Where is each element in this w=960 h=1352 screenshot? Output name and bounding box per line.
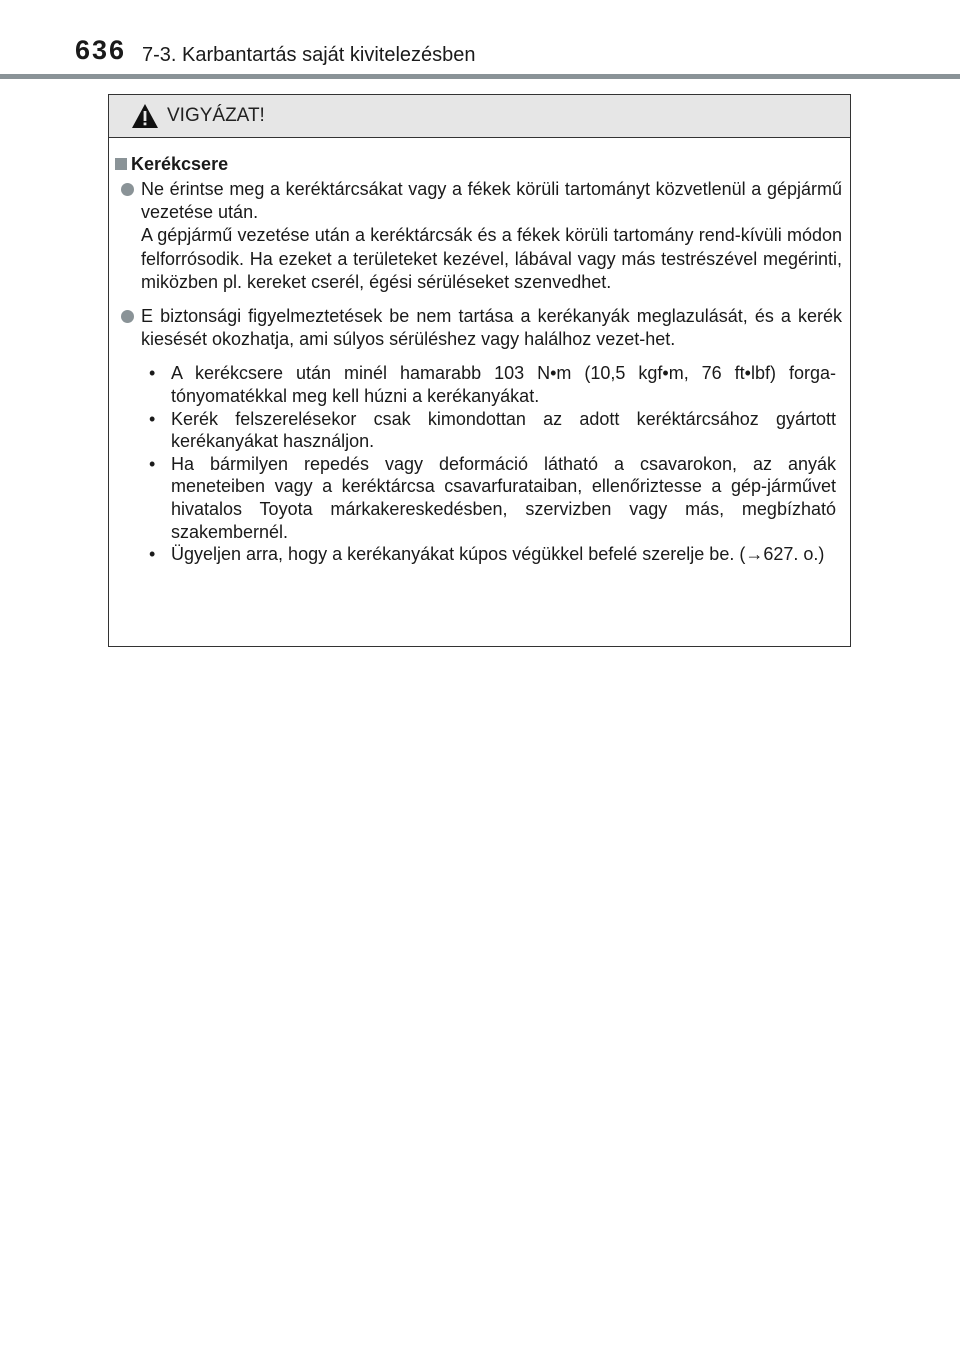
dot-bullet-icon: •: [149, 453, 156, 474]
sub-item-list: [109, 362, 850, 565]
circle-bullet-icon: [121, 183, 134, 196]
page-header: [0, 0, 960, 80]
square-bullet-icon: [115, 158, 127, 170]
warning-title: VIGYÁZAT!: [167, 105, 265, 126]
warning-item: [109, 305, 850, 351]
sub-item: • Kerék felszerelésekor csak kimondottan az adott keréktárcsához gyártott kerékanyákat használjon.: [149, 408, 836, 452]
sub-item: • Ha bármilyen repedés vagy deformáció látható a csavarokon, az anyák meneteiben vagy a keréktárcsa csavarfurataiban, ellenőriztesse a gép-járművet hivatalos Toyota márkakereskedésben, szervizben vagy más, megbízható szakembernél.: [149, 453, 836, 542]
item-paragraph: A gépjármű vezetése után a keréktárcsák és a fékek körüli tartomány rend-kívüli módon felforrósodik. Ha ezeket a területeket kezével, lábával vagy más testrészével megérinti, miközben pl. kereket cserél, égési sérüléseket szenvedhet.: [141, 225, 842, 292]
header-divider: [0, 74, 960, 79]
page-number: 636: [75, 35, 127, 65]
sub-item: • A kerékcsere után minél hamarabb 103 N•m (10,5 kgf•m, 76 ft•lbf) forga-tónyomatékkal meg kell húzni a kerékanyákat.: [149, 363, 836, 407]
dot-bullet-icon: •: [149, 363, 156, 384]
topic-heading: [109, 152, 850, 176]
warning-item: [109, 178, 850, 294]
item-paragraph: Ne érintse meg a keréktárcsákat vagy a fékek körüli tartományt közvetlenül a gépjármű vezetése után.: [141, 179, 842, 223]
warning-header: [109, 95, 850, 138]
dot-bullet-icon: •: [149, 408, 156, 429]
section-title: 7-3. Karbantartás saját kivitelezésben: [142, 44, 476, 66]
topic-label: Kerékcsere: [131, 154, 229, 174]
sub-item: • Ügyeljen arra, hogy a kerékanyákat kúpos végükkel befelé szerelje be. (→627. o.): [149, 544, 825, 565]
circle-bullet-icon: [121, 310, 134, 323]
dot-bullet-icon: •: [149, 544, 156, 565]
warning-body: [109, 138, 850, 566]
item-paragraph: E biztonsági figyelmeztetések be nem tartása a kerékanyák meglazulását, és a kerék kiesését okozhatja, ami súlyos sérüléshez vagy halálhoz vezet-het.: [141, 306, 842, 350]
warning-triangle-icon: [131, 103, 159, 129]
warning-box: [108, 94, 851, 647]
